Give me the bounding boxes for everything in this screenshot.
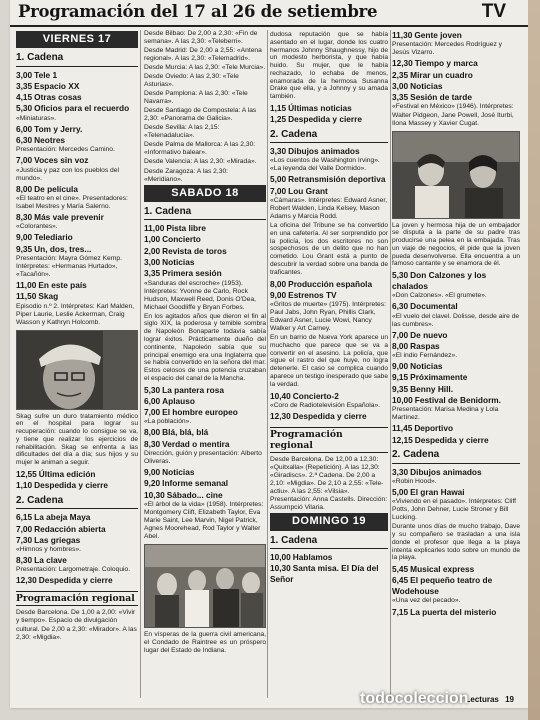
entry-title: Sábado... cine bbox=[166, 489, 223, 500]
entry-time: 7,00 bbox=[144, 407, 161, 418]
channel-heading: 1. Cadena bbox=[16, 52, 138, 66]
schedule-list bbox=[392, 467, 520, 523]
entry-title: Despedida y cierre bbox=[34, 480, 108, 491]
entry-title: Noticias bbox=[162, 257, 195, 267]
entry-time: 8,30 bbox=[144, 438, 161, 449]
entry-title: Un, dos, tres... bbox=[34, 243, 92, 254]
entry-note: «El vuelo del clavel. Dolisse, desde aire de las cumbres». bbox=[392, 312, 520, 328]
entry-time: 10,30 bbox=[144, 489, 165, 500]
day-banner-saturday: SABADO 18 bbox=[144, 185, 266, 202]
entry-time: 11,50 bbox=[16, 291, 37, 302]
schedule-entry bbox=[270, 290, 388, 301]
schedule-entry bbox=[144, 268, 266, 279]
film-description: En los agitados años que dieron el fin al siglo XIX, la poderosa y temible sombra de Napoleón Bonaparte todavía sabía lograr éxitos. Prácticamente dueño del continente, Napoleón sabía que su principal enemigo era una Inglaterra que se había convertido en la señora del mar. Estos celosos de una potencia cruzaban el espacio del canal de la Mancha. bbox=[144, 312, 266, 382]
entry-time: 9,35 bbox=[16, 243, 33, 254]
schedule-entry bbox=[270, 186, 388, 197]
entry-title: Verdad o mentira bbox=[162, 438, 230, 449]
entry-title: Noticias bbox=[162, 467, 195, 478]
schedule-entry bbox=[16, 280, 138, 291]
day-banner-sunday: DOMINGO 19 bbox=[270, 513, 388, 530]
entry-title: Revista de toros bbox=[162, 245, 227, 256]
schedule-entry bbox=[392, 30, 520, 41]
schedule-entry bbox=[270, 279, 388, 290]
entry-title: Espacio XX bbox=[34, 80, 80, 91]
schedule-entry bbox=[392, 435, 520, 446]
entry-note: «El indio Fernández». bbox=[392, 352, 458, 360]
photo-film-scene bbox=[144, 544, 266, 628]
entry-note: «Viviendo en el pasado». Intérpretes: Cliff Potts, John Dehner, Lucie Stroner y Bill Lucking. bbox=[392, 498, 516, 522]
schedule-entry bbox=[144, 427, 266, 438]
schedule-entry bbox=[16, 81, 138, 92]
entry-time: 1,25 bbox=[270, 114, 287, 125]
entry-title: La clave bbox=[34, 555, 67, 566]
entry-title: Despedida y cierre bbox=[414, 434, 489, 445]
entry-time: 7,00 bbox=[270, 185, 287, 196]
schedule-entry bbox=[392, 423, 520, 434]
hawai-description: Durante unos días de mucho trabajo, Dave y su compañero se trasladan a una isla donde el profesor que llega a la playa intenta explicarles todo sobre un mundo de la playa. bbox=[392, 523, 520, 562]
entry-note: Presentación: Mercedes Rodríguez y Jesús Vizarro. bbox=[392, 41, 503, 57]
entry-time: 11,00 bbox=[144, 223, 165, 234]
photo-festival-mexico bbox=[392, 131, 520, 219]
schedule-list bbox=[392, 30, 520, 128]
entry-title: Neotres bbox=[34, 135, 66, 146]
entry-title: Despedida y cierre bbox=[38, 575, 113, 586]
entry-title: La pantera rosa bbox=[162, 384, 224, 395]
entry-time: 12,30 bbox=[392, 58, 413, 69]
schedule-entry bbox=[392, 395, 520, 406]
schedule-entry bbox=[392, 575, 520, 597]
entry-title: Benny Hill. bbox=[410, 383, 454, 394]
film-description: La joven y hermosa hija de un embajador se disputa a la parte de su padre tras producirse una pelea en la embajada. Tras un viaje de negocios, él pide que la joven pueda desenvolverse. Ella encuentra a un famoso cantante y se enamora de él. bbox=[392, 221, 520, 268]
schedule-entry bbox=[144, 257, 266, 268]
entry-note: «El árbol de la vida» (1958). Intérpretes: Montgomery Clift, Elizabeth Taylor, Eva Marie Saint, Lee Marvin, Nigel Patrick, Agnes Moorehead, Rod Taylor y Walter Abel. bbox=[144, 500, 264, 541]
channel-heading: 1. Cadena bbox=[144, 206, 266, 220]
entry-title: De nuevo bbox=[410, 329, 448, 340]
entry-note: «Cámaras». Intérpretes: Edward Asner, Robert Walden, Linda Kelsey, Mason Adams y Marcia Rodd. bbox=[270, 197, 388, 221]
estrenos-description: En un barrio de Nueva York aparece un muchacho que parece que se va a convertir en el asesino. La policía, que sigue el rastro del que huye, no logra detenerle. El caso se complica cuando aparece un testigo inesperado que sabe la verdad. bbox=[270, 334, 388, 388]
entry-title: El pequeño teatro de Wodehouse bbox=[392, 575, 493, 597]
schedule-entry bbox=[392, 372, 520, 383]
entry-time: 6,30 bbox=[16, 135, 33, 146]
schedule-entry bbox=[270, 411, 388, 422]
entry-time: 7,00 bbox=[16, 523, 33, 534]
regional-entry: Desde Palma de Mallorca: A las 2,30: «Informativo balear». bbox=[144, 141, 256, 157]
schedule-list bbox=[270, 103, 388, 125]
entry-title: Primera sesión bbox=[162, 268, 222, 279]
schedule-entry bbox=[392, 70, 520, 81]
schedule-entry bbox=[144, 467, 266, 478]
schedule-list bbox=[16, 469, 138, 491]
schedule-list bbox=[270, 552, 388, 585]
entry-title: Noticias bbox=[410, 361, 443, 372]
schedule-entry bbox=[270, 552, 388, 563]
entry-title: Tiempo y marca bbox=[414, 58, 478, 69]
entry-note: «Festival en México» (1946). Intérpretes: Walter Pidgeon, Jane Powell, José Iturbi, Ilona Massey y Xavier Cugat. bbox=[392, 103, 514, 127]
column-sunday bbox=[392, 30, 520, 698]
page-title: Programación del 17 al 26 de setiembre bbox=[18, 2, 378, 21]
entry-time: 12,30 bbox=[270, 410, 291, 421]
entry-title: Voces sin voz bbox=[34, 155, 89, 166]
entry-title: Hablamos bbox=[292, 551, 333, 562]
entry-title: Próximamente bbox=[410, 372, 468, 383]
channel-heading: 2. Cadena bbox=[16, 495, 138, 509]
entry-time: 8,30 bbox=[16, 212, 33, 223]
page-number: 19 bbox=[505, 695, 514, 704]
schedule-entry bbox=[270, 114, 388, 125]
entry-title: Últimas noticias bbox=[288, 102, 352, 113]
entry-time: 9,00 bbox=[392, 361, 409, 372]
entry-time: 11,00 bbox=[16, 280, 37, 290]
regional-entry: Desde Bilbao: De 2,00 a 2,30: «Fin de semana». A las 2,30: «Teleberri». bbox=[144, 30, 258, 46]
entry-title: Noticias bbox=[410, 80, 443, 91]
entry-time: 1,10 bbox=[16, 480, 33, 491]
schedule-entry bbox=[144, 396, 266, 407]
schedule-entry bbox=[16, 555, 138, 566]
film2-description: En vísperas de la guerra civil americana, el Condado de Raintree es un próspero lugar del Estado de Indiana. bbox=[144, 631, 266, 654]
entry-time: 2,35 bbox=[392, 69, 409, 80]
entry-title: Más vale prevenir bbox=[34, 212, 104, 223]
entry-note: Dirección, guión y presentación: Alberto Oliveras. bbox=[144, 450, 262, 466]
entry-title: Mirar un cuadro bbox=[410, 69, 473, 80]
entry-time: 9,00 bbox=[270, 289, 287, 300]
entry-time: 9,00 bbox=[16, 232, 33, 243]
schedule-entry bbox=[270, 174, 388, 185]
schedule-list bbox=[16, 70, 138, 327]
schedule-entry bbox=[16, 70, 138, 81]
entry-title: Concierto bbox=[162, 234, 201, 245]
entry-time: 12,55 bbox=[16, 469, 37, 480]
entry-time: 10,00 bbox=[392, 395, 413, 406]
watermark-text: todocoleccion bbox=[360, 690, 469, 707]
entry-note: «Miniaturas». bbox=[16, 114, 57, 122]
skag-description: Skag sufre un duro tratamiento médico en el hospital para lograr su recuperación: cuando lo consigue se va, y tiene que realizar los ejercicios de rehabilitación. Skag se enfrenta a las dificultades del día a día; sus hijos y su mujer le animan a seguir. bbox=[16, 412, 138, 467]
entry-time: 3,00 bbox=[392, 80, 409, 91]
schedule-entry bbox=[16, 184, 138, 195]
schedule-entry bbox=[16, 512, 138, 523]
entry-time: 6,00 bbox=[144, 395, 161, 406]
entry-time: 8,00 bbox=[144, 427, 161, 438]
schedule-list bbox=[392, 270, 520, 445]
schedule-entry bbox=[392, 270, 520, 292]
regional-entry: Desde Pamplona: A las 2,30: «Tele Navarra». bbox=[144, 90, 248, 106]
entry-note: «Himnos y hombres». bbox=[16, 546, 82, 554]
entry-title: Dibujos animados bbox=[410, 466, 482, 477]
schedule-entry bbox=[16, 155, 138, 166]
column-saturday-cont bbox=[270, 30, 388, 698]
entry-note: «Los cuentos de Washington Irving». «La leyenda del Valle Dormido». bbox=[270, 157, 380, 173]
entry-title: Lou Grant bbox=[288, 185, 328, 196]
column-divider bbox=[140, 30, 141, 698]
schedule-entry bbox=[16, 135, 138, 146]
entry-title: Documental bbox=[410, 301, 458, 312]
entry-time: 12,30 bbox=[16, 575, 37, 586]
entry-note: «La población». bbox=[144, 418, 192, 426]
entry-note: Episodio n.º 2. Intérpretes: Karl Malden, Piper Laurie, Leslie Ackerman, Craig Wasson y Kathryn Holcomb. bbox=[16, 302, 135, 326]
schedule-entry bbox=[392, 81, 520, 92]
column-friday bbox=[16, 30, 138, 698]
entry-time: 7,00 bbox=[392, 329, 409, 340]
schedule-entry bbox=[144, 439, 266, 450]
entry-title: Skag bbox=[38, 291, 59, 302]
entry-title: El hombre europeo bbox=[162, 407, 238, 418]
tv-label: TV bbox=[481, 1, 506, 22]
photo-skag bbox=[16, 330, 138, 410]
regional-entry: Desde Murcia: A las 2,30: «Tele Murcia». bbox=[144, 64, 266, 72]
entry-title: Deportivo bbox=[414, 423, 454, 434]
entry-time: 7,00 bbox=[16, 155, 33, 166]
schedule-entry bbox=[16, 244, 138, 255]
entry-title: Don Calzones y los chalados bbox=[392, 270, 487, 291]
entry-title: Última edición bbox=[38, 469, 96, 480]
entry-time: 7,15 bbox=[392, 606, 409, 617]
entry-time: 6,45 bbox=[392, 575, 409, 586]
schedule-list bbox=[144, 385, 266, 542]
regional-entry: Desde Santiago de Compostela: A las 2,30: «Panorama de Galicia». bbox=[144, 107, 257, 123]
schedule-entry bbox=[16, 103, 138, 114]
entry-title: Concierto-2 bbox=[292, 390, 339, 401]
man-portrait-image bbox=[17, 331, 138, 409]
schedule-entry bbox=[270, 391, 388, 402]
entry-note: Presentación: Marisa Medina y Lola Martínez. bbox=[392, 406, 499, 422]
entry-time: 3,35 bbox=[392, 92, 409, 103]
entry-title: Gente joven bbox=[414, 30, 462, 40]
entry-time: 9,00 bbox=[144, 467, 161, 478]
schedule-entry bbox=[392, 564, 520, 575]
schedule-entry bbox=[392, 341, 520, 352]
entry-time: 3,30 bbox=[270, 146, 287, 157]
entry-title: Tele 1 bbox=[34, 69, 58, 80]
day-banner-friday: VIERNES 17 bbox=[16, 31, 138, 48]
film-still-image bbox=[393, 132, 520, 218]
entry-note: «Una vez del pecado». bbox=[392, 597, 461, 605]
entry-time: 1,15 bbox=[270, 102, 287, 113]
entry-title: Las griegas bbox=[34, 534, 81, 545]
entry-title: El gran Hawai bbox=[410, 486, 465, 497]
entry-time: 3,00 bbox=[144, 257, 161, 267]
regional-entry: Desde Madrid: De 2,00 a 2,55: «Antena regional». A las 2,30: «Telemadrid». bbox=[144, 47, 262, 63]
schedule-list bbox=[270, 279, 388, 334]
schedule-entry bbox=[270, 103, 388, 114]
schedule-entry bbox=[16, 92, 138, 103]
entry-title: Otras cosas bbox=[34, 92, 82, 103]
entry-title: La abeja Maya bbox=[34, 512, 91, 523]
entry-note: «Robin Hood». bbox=[392, 477, 437, 485]
schedule-entry bbox=[270, 146, 388, 157]
schedule-entry bbox=[392, 361, 520, 372]
regional-heading: Programación regional bbox=[270, 427, 388, 453]
regional-entry: Desde Zaragoza: A las 2,30: «Meridiano». bbox=[144, 167, 229, 183]
entry-title: Blá, blá, blá bbox=[162, 427, 209, 438]
entry-title: La puerta del misterio bbox=[410, 606, 497, 617]
entry-note: Presentación: Largometraje. Coloquio. bbox=[16, 566, 131, 574]
page-header bbox=[10, 0, 528, 27]
entry-note: Presentación: Mayra Gómez Kemp. Intérpretes: «Hermanas Hurtado», «Tacañón». bbox=[16, 254, 122, 278]
entry-time: 11,45 bbox=[392, 423, 413, 434]
column-saturday bbox=[144, 30, 266, 698]
schedule-entry bbox=[144, 407, 266, 418]
entry-time: 8,00 bbox=[16, 183, 33, 194]
entry-title: Producción española bbox=[288, 278, 373, 289]
channel-heading: 2. Cadena bbox=[270, 129, 388, 143]
entry-title: Redacción abierta bbox=[34, 523, 106, 534]
column-divider bbox=[390, 30, 391, 698]
background-strip bbox=[528, 0, 540, 720]
entry-time: 8,00 bbox=[392, 340, 409, 351]
schedule-entry bbox=[16, 480, 138, 491]
entry-time: 5,30 bbox=[392, 270, 409, 281]
schedule-entry bbox=[392, 301, 520, 312]
schedule-entry bbox=[144, 246, 266, 257]
schedule-entry bbox=[16, 124, 138, 135]
entry-title: Aplauso bbox=[162, 395, 195, 406]
entry-title: Estrenos TV bbox=[288, 289, 337, 300]
entry-title: Telediario bbox=[34, 232, 73, 243]
entry-time: 10,00 bbox=[270, 551, 291, 562]
schedule-entry bbox=[144, 490, 266, 501]
channel-heading: 1. Cadena bbox=[270, 535, 388, 549]
schedule-entry bbox=[16, 535, 138, 546]
entry-note: «Gritos de muerte» (1975). Intérpretes: Paul Jabs, John Ryan, Phillis Clark, Edward Asner, Lucie Wowi, Nancy Walker y Art Carney. bbox=[270, 301, 386, 333]
entry-time: 5,30 bbox=[144, 384, 161, 395]
entry-time: 3,00 bbox=[16, 69, 33, 80]
regional-entry: Desde Valencia: A las 2,30: «Mirada». bbox=[144, 158, 257, 166]
entry-time: 9,20 bbox=[144, 478, 161, 489]
entry-note: «El teatro en el cine». Presentadores: Isabel Mestres y María Salerno. bbox=[16, 194, 128, 210]
entry-time: 8,00 bbox=[270, 278, 287, 289]
column-divider bbox=[267, 30, 268, 698]
entry-title: Despedida y cierre bbox=[288, 114, 362, 125]
entry-title: Informe semanal bbox=[162, 478, 229, 489]
schedule-entry bbox=[270, 563, 388, 585]
schedule-entry bbox=[16, 469, 138, 480]
regional-text: Desde Barcelona. De 1,00 a 2,00: «Vivir y tiempo». Espacio de divulgación cultural. De 2,00 a 2,30: «Mirador». A las 2,30: «Migdia». bbox=[16, 609, 137, 641]
entry-title: De película bbox=[34, 183, 78, 194]
schedule-entry bbox=[392, 607, 520, 618]
schedule-entry bbox=[16, 291, 138, 302]
schedule-entry bbox=[144, 234, 266, 245]
entry-time: 9,35 bbox=[392, 383, 409, 394]
entry-time: 6,30 bbox=[392, 301, 409, 312]
entry-title: En este país bbox=[38, 280, 87, 290]
entry-title: Festival de Benidorm. bbox=[414, 395, 501, 406]
schedule-entry bbox=[392, 467, 520, 478]
schedule-entry bbox=[392, 92, 520, 103]
entry-title: Sesión de tarde bbox=[410, 92, 472, 103]
entry-note: «Sanduras del escroche» (1953). Intérpretes: Yvonne de Carlo, Rock Hudson, Maxwell Reed, Donis O'Dea, Michael Goodliffe y Bryan Forbes. bbox=[144, 279, 257, 311]
entry-title: Oficios para el recuerdo bbox=[34, 103, 130, 114]
schedule-entry bbox=[392, 487, 520, 498]
entry-title: Santa misa. El Día del Señor bbox=[270, 563, 379, 584]
schedule-list bbox=[270, 146, 388, 221]
schedule-entry bbox=[16, 575, 138, 586]
entry-title: Dibujos animados bbox=[288, 146, 360, 157]
entry-title: Pista libre bbox=[166, 223, 206, 234]
entry-title: Despedida y cierre bbox=[292, 410, 367, 421]
schedule-entry bbox=[144, 223, 266, 234]
entry-title: Retransmisión deportiva bbox=[288, 174, 386, 185]
entry-title: Tom y Jerry. bbox=[34, 123, 83, 134]
schedule-list bbox=[16, 512, 138, 586]
magazine-name: Lecturas bbox=[465, 695, 499, 704]
entry-note: «Colorantes». bbox=[16, 223, 58, 231]
regional-text: Desde Barcelona. De 12,00 a 12,30: «Quitxalla» (Repetición). A las 12,30: «Giradiscs». 2.ª Cadena. De 2,00 a 2,10: «Migdia». De 2,10 a 2,55: «Tele-actiu». A las 2,55: «Vilsia». Presentación: Anna Castells. Dirección: Assumpció Vilaria. bbox=[270, 456, 388, 512]
magazine-page bbox=[10, 0, 528, 708]
schedule-list bbox=[392, 564, 520, 617]
entry-time: 5,45 bbox=[392, 564, 409, 575]
regional-entry: Desde Oviedo: A las 2,30: «Tele Asturias». bbox=[144, 73, 239, 89]
entry-time: 10,30 bbox=[270, 563, 291, 574]
entry-time: 4,15 bbox=[16, 92, 33, 103]
entry-time: 11,30 bbox=[392, 30, 413, 40]
entry-time: 5,00 bbox=[392, 486, 409, 497]
entry-note: «Coro de Radiotelevisión Española». bbox=[270, 401, 381, 409]
entry-time: 7,30 bbox=[16, 534, 33, 545]
schedule-list bbox=[144, 223, 266, 312]
entry-time: 12,15 bbox=[392, 434, 413, 445]
entry-time: 6,00 bbox=[16, 123, 33, 134]
channel-heading: 2. Cadena bbox=[392, 449, 520, 463]
entry-title: Musical express bbox=[410, 564, 475, 575]
regional-entry: Desde Sevilla: A las 2,15: «Telenadalucía». bbox=[144, 124, 220, 140]
film-scene-image bbox=[145, 545, 266, 627]
schedule-entry bbox=[392, 330, 520, 341]
regional-heading: Programación regional bbox=[16, 591, 138, 606]
entry-time: 6,15 bbox=[16, 512, 33, 523]
schedule-entry bbox=[16, 232, 138, 243]
schedule-entry bbox=[16, 524, 138, 535]
schedule-entry bbox=[392, 384, 520, 395]
entry-time: 5,00 bbox=[270, 174, 287, 185]
entry-time: 5,30 bbox=[16, 103, 33, 114]
entry-note: «Don Calzones». «El grumete». bbox=[392, 292, 487, 300]
entry-time: 2,00 bbox=[144, 245, 161, 256]
entry-time: 8,30 bbox=[16, 555, 33, 566]
lou-grant-description: La oficina del Tribune se ha convertido en una cafetería. Al ser sorprendido por la policía, los dos escritores no son sospechosos de un delito que no han cometido. Lou Grant está a punto de descubrir la verdad sobre una banda de traficantes. bbox=[270, 222, 388, 276]
entry-note: «Justicia y paz con los pueblos del mundo». bbox=[16, 166, 119, 182]
entry-time: 3,35 bbox=[144, 268, 161, 279]
entry-title: Raspas bbox=[410, 340, 440, 351]
entry-time: 9,15 bbox=[392, 372, 409, 383]
entry-time: 1,00 bbox=[144, 234, 161, 245]
entry-time: 3,30 bbox=[392, 466, 409, 477]
schedule-list bbox=[270, 391, 388, 422]
entry-time: 10,40 bbox=[270, 390, 291, 401]
schedule-entry bbox=[144, 385, 266, 396]
entry-time: 3,35 bbox=[16, 80, 33, 91]
regional-list bbox=[144, 30, 266, 184]
entry-note: Presentación: Mercedes Camino. bbox=[16, 146, 115, 154]
film-continued-text: dudosa reputación que se había asentado en el lugar, donde los cuatro hermanos Johnny Shaughnessy, hijo de un modesto herborista, y que había huido. Su mujer, que le había rechazado, lo echaba de menos, enamorada de la hermosa Susanna Drake que ella, y a Johnny y su amada también. bbox=[270, 31, 388, 101]
schedule-entry bbox=[16, 212, 138, 223]
schedule-entry bbox=[392, 58, 520, 69]
schedule-entry bbox=[144, 478, 266, 489]
